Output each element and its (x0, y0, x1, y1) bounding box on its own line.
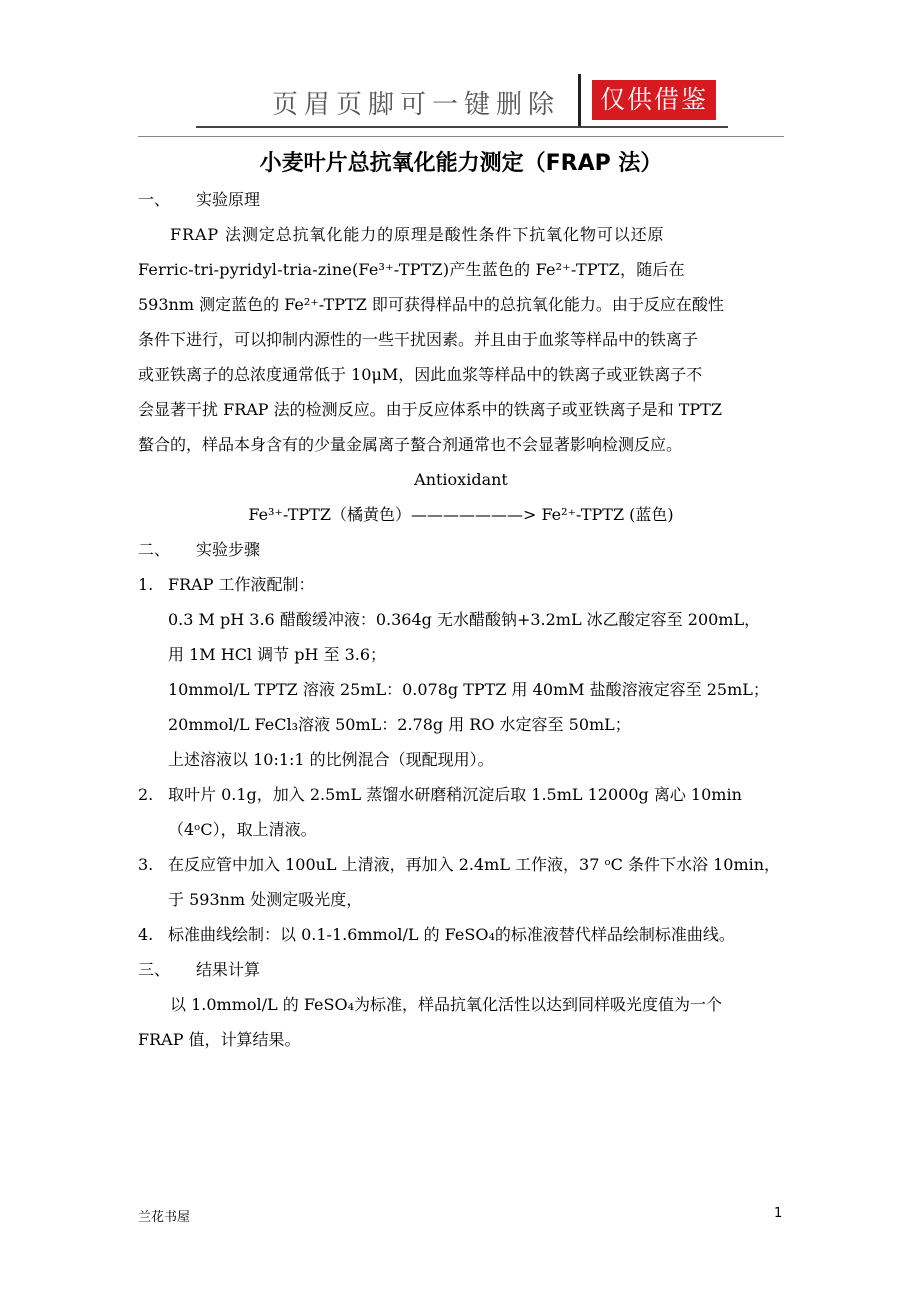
step-2-continued: （4ᵒC），取上清液。 (168, 820, 317, 839)
document-body (138, 146, 784, 1057)
step-1-line: 0.3 M pH 3.6 醋酸缓冲液：0.364g 无水醋酸钠+3.2mL 冰乙酸定容至 200mL， (168, 610, 761, 629)
reaction-label: Antioxidant (414, 470, 508, 489)
result-line: 以 1.0mmol/L 的 FeSO₄为标准，样品抗氧化活性以达到同样吸光度值为一个 (170, 995, 723, 1014)
page-title: 小麦叶片总抗氧化能力测定（FRAP 法） (259, 151, 663, 176)
principle-line: 条件下进行，可以抑制内源性的一些干扰因素。并且由于血浆等样品中的铁离子 (138, 330, 699, 349)
step-1-line: 用 1M HCl 调节 pH 至 3.6； (168, 645, 387, 664)
step-1-line: 上述溶液以 10:1:1 的比例混合（现配现用）。 (168, 750, 494, 769)
step-4: 4. 标准曲线绘制：以 0.1-1.6mmol/L 的 FeSO₄的标准液替代样品绘制标准曲线。 (138, 925, 735, 944)
step-3-continued: 于 593nm 处测定吸光度， (168, 890, 363, 909)
reaction-equation: Fe³⁺-TPTZ（橘黄色）———————> Fe²⁺-TPTZ (蓝色) (248, 505, 674, 524)
header-badge: 仅供借鉴 (592, 80, 716, 120)
step-1-line: 20mmol/L FeCl₃溶液 50mL：2.78g 用 RO 水定容至 50mL； (168, 715, 631, 734)
step-1-line: 10mmol/L TPTZ 溶液 25mL：0.078g TPTZ 用 40mM 盐酸溶液定容至 25mL； (168, 680, 769, 699)
principle-line: 或亚铁离子的总浓度通常低于 10μM，因此血浆等样品中的铁离子或亚铁离子不 (138, 365, 703, 384)
principle-line: 螯合的，样品本身含有的少量金属离子螯合剂通常也不会显著影响检测反应。 (138, 435, 683, 454)
principle-line: 会显著干扰 FRAP 法的检测反应。由于反应体系中的铁离子或亚铁离子是和 TPTZ (138, 400, 722, 419)
principle-line: 593nm 测定蓝色的 Fe²⁺-TPTZ 即可获得样品中的总抗氧化能力。由于反应在酸性 (138, 295, 724, 314)
step-1-title: 1. FRAP 工作液配制： (138, 575, 315, 594)
header-rule (138, 136, 784, 137)
section-heading-results: 三、 结果计算 (138, 960, 261, 979)
step-3: 3. 在反应管中加入 100uL 上清液，再加入 2.4mL 工作液，37 ᵒC 条件下水浴 10min， (138, 855, 781, 874)
header-underline (196, 126, 728, 128)
principle-line: Ferric-tri-pyridyl-tria-zine(Fe³⁺-TPTZ)产生蓝色的 Fe²⁺-TPTZ，随后在 (138, 260, 685, 279)
step-2: 2. 取叶片 0.1g，加入 2.5mL 蒸馏水研磨稍沉淀后取 1.5mL 12000g 离心 10min (138, 785, 742, 804)
header-text: 页眉页脚可一键删除 (272, 90, 561, 120)
section-heading-principle: 一、 实验原理 (138, 190, 261, 209)
header-separator (578, 74, 581, 126)
footer-source: 兰花书屋 (138, 1210, 191, 1225)
section-heading-steps: 二、 实验步骤 (138, 540, 261, 559)
principle-line: FRAP 法测定总抗氧化能力的原理是酸性条件下抗氧化物可以还原 (170, 225, 665, 244)
page-number: 1 (774, 1206, 783, 1221)
result-line: FRAP 值，计算结果。 (138, 1030, 301, 1049)
